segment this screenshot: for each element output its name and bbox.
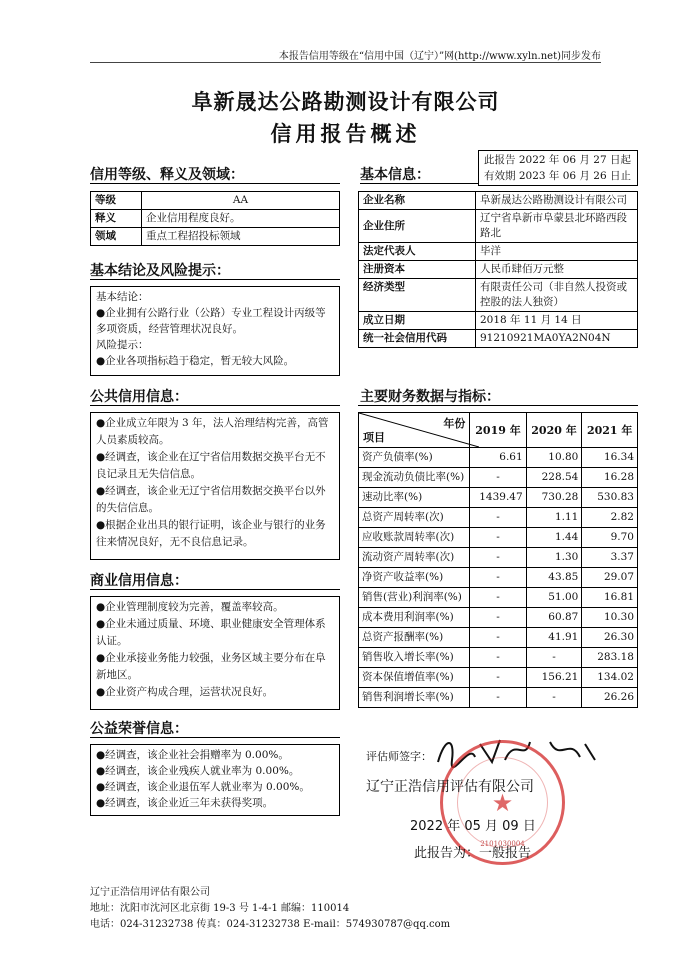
commercial-credit-item: ●企业资产构成合理，运营状况良好。: [96, 686, 274, 698]
honors-item: ●经调查，该企业退伍军人就业率为 0.00%。: [96, 781, 310, 793]
financial-value: 41.91: [526, 628, 582, 648]
validity-box: [478, 150, 638, 186]
info-value: 毕洋: [476, 243, 638, 261]
financial-row: [359, 488, 638, 508]
footer-company: 辽宁正浩信用评估有限公司: [90, 887, 210, 898]
seal-star-icon: ★: [491, 789, 514, 817]
financial-metric-name: 资产负债率(%): [359, 448, 470, 468]
info-row: [359, 261, 638, 279]
financial-value: -: [470, 528, 526, 548]
info-row: [359, 312, 638, 330]
info-value: 辽宁省阜新市阜蒙县北环路西段路北: [476, 210, 638, 243]
commercial-credit-box: [90, 596, 340, 710]
report-type: 此报告为：一般报告: [414, 846, 532, 861]
financial-row: [359, 628, 638, 648]
publication-note: 本报告信用等级在“信用中国（辽宁）”网(http://www.xyln.net)同步发布: [278, 51, 601, 62]
info-value: 有限责任公司（非自然人投资或控股的法人独资）: [476, 279, 638, 312]
financial-row: [359, 648, 638, 668]
financial-value: -: [470, 648, 526, 668]
info-row: [359, 192, 638, 210]
conclusion-box: [90, 286, 340, 376]
financial-value: 283.18: [582, 648, 638, 668]
public-credit-underline: [90, 405, 340, 406]
financial-value: 26.30: [582, 628, 638, 648]
financial-row: [359, 688, 638, 708]
financial-table: [358, 412, 638, 708]
basic-info-title: 基本信息：: [360, 167, 430, 183]
financial-value: 1.30: [526, 548, 582, 568]
header-item-label: 项目: [363, 431, 385, 444]
financial-value: 51.00: [526, 588, 582, 608]
financial-value: -: [470, 568, 526, 588]
public-credit-item: ●经调查，该企业无辽宁省信用数据交换平台以外的失信信息。: [96, 485, 326, 514]
info-value: 2018 年 11 月 14 日: [476, 312, 638, 330]
validity-start: 此报告 2022 年 06 月 27 日起: [484, 154, 631, 166]
financial-metric-name: 总资产报酬率(%): [359, 628, 470, 648]
footer-address: 地址：沈阳市沈河区北京街 19-3 号 1-4-1 邮编：110014: [90, 903, 350, 914]
financial-underline: [358, 405, 638, 406]
company-title: 阜新晟达公路勘测设计有限公司: [191, 90, 500, 114]
financial-row: [359, 668, 638, 688]
assessor-signature-label: 评估师签字：: [366, 750, 432, 763]
financial-metric-name: 销售利润增长率(%): [359, 688, 470, 708]
seal-code: 2101030004: [480, 840, 525, 848]
financial-value: 6.61: [470, 448, 526, 468]
public-credit-item: ●经调查，该企业在辽宁省信用数据交换平台无不良记录且无失信信息。: [96, 451, 326, 480]
financial-value: 16.34: [582, 448, 638, 468]
info-value: 阜新晟达公路勘测设计有限公司: [476, 192, 638, 210]
year-header: 2021 年: [582, 413, 638, 448]
financial-metric-name: 资本保值增值率(%): [359, 668, 470, 688]
year-header: 2020 年: [526, 413, 582, 448]
honors-item: ●经调查，该企业社会捐赠率为 0.00%。: [96, 749, 289, 761]
year-header: 2019 年: [470, 413, 526, 448]
footer-contact: 电话：024-31232738 传真：024-31232738 E-mail：574930787@qq.com: [90, 919, 451, 930]
basic-info-underline: [360, 183, 478, 184]
financial-title: 主要财务数据与指标：: [360, 389, 500, 405]
risk-label: 风险提示：: [96, 339, 149, 351]
footer: [90, 885, 450, 933]
financial-value: -: [526, 688, 582, 708]
honors-item: ●经调查，该企业残疾人就业率为 0.00%。: [96, 765, 300, 777]
rating-row: [91, 210, 340, 228]
info-key: 成立日期: [359, 312, 476, 330]
financial-value: 730.28: [526, 488, 582, 508]
info-key: 企业名称: [359, 192, 476, 210]
financial-value: 10.80: [526, 448, 582, 468]
financial-row: [359, 568, 638, 588]
financial-header-row: [359, 413, 638, 448]
financial-value: 26.26: [582, 688, 638, 708]
info-row: [359, 279, 638, 312]
rating-value: AA: [142, 192, 340, 210]
public-credit-box: [90, 412, 340, 560]
rating-row: [91, 192, 340, 210]
year-item-header: [359, 413, 470, 448]
financial-value: 228.54: [526, 468, 582, 488]
commercial-credit-underline: [90, 589, 340, 590]
financial-metric-name: 销售(营业)利润率(%): [359, 588, 470, 608]
financial-row: [359, 588, 638, 608]
conclusion-label: 基本结论：: [96, 291, 149, 303]
rating-section-title: 信用等级、释义及领域：: [90, 167, 244, 183]
financial-row: [359, 468, 638, 488]
commercial-credit-title: 商业信用信息：: [90, 573, 188, 589]
financial-metric-name: 销售收入增长率(%): [359, 648, 470, 668]
financial-value: -: [526, 648, 582, 668]
financial-value: 10.30: [582, 608, 638, 628]
financial-value: -: [470, 468, 526, 488]
financial-value: -: [470, 668, 526, 688]
header-divider: [90, 62, 601, 63]
financial-value: 1439.47: [470, 488, 526, 508]
financial-value: -: [470, 688, 526, 708]
financial-value: 1.11: [526, 508, 582, 528]
public-credit-title: 公共信用信息：: [90, 389, 188, 405]
financial-value: 43.85: [526, 568, 582, 588]
financial-value: 2.82: [582, 508, 638, 528]
financial-value: 134.02: [582, 668, 638, 688]
commercial-credit-item: ●企业未通过质量、环境、职业健康安全管理体系认证。: [96, 618, 326, 647]
info-key: 法定代表人: [359, 243, 476, 261]
financial-metric-name: 流动资产周转率(次): [359, 548, 470, 568]
conclusion-item: ●企业拥有公路行业（公路）专业工程设计丙级等多项资质，经营管理状况良好。: [96, 307, 326, 335]
financial-row: [359, 548, 638, 568]
rating-key: 释义: [91, 210, 142, 228]
rating-agency-name: 辽宁正浩信用评估有限公司: [366, 779, 534, 795]
honors-title: 公益荣誉信息：: [90, 721, 188, 737]
risk-item: ●企业各项指标趋于稳定，暂无较大风险。: [96, 355, 295, 367]
financial-value: 16.81: [582, 588, 638, 608]
financial-value: 60.87: [526, 608, 582, 628]
rating-table: [90, 191, 340, 246]
commercial-credit-item: ●企业管理制度较为完善，覆盖率较高。: [96, 601, 284, 613]
financial-value: -: [470, 548, 526, 568]
info-value: 人民币肆佰万元整: [476, 261, 638, 279]
info-row: [359, 243, 638, 261]
financial-row: [359, 528, 638, 548]
rating-row: [91, 228, 340, 246]
financial-metric-name: 现金流动负债比率(%): [359, 468, 470, 488]
financial-value: 1.44: [526, 528, 582, 548]
financial-row: [359, 608, 638, 628]
financial-value: 16.28: [582, 468, 638, 488]
financial-value: -: [470, 608, 526, 628]
financial-value: 29.07: [582, 568, 638, 588]
financial-value: 9.70: [582, 528, 638, 548]
report-title: 信用报告概述: [270, 122, 421, 146]
rating-value: 重点工程招投标领域: [142, 228, 340, 246]
financial-value: -: [470, 508, 526, 528]
info-key: 注册资本: [359, 261, 476, 279]
honors-box: [90, 744, 340, 816]
public-credit-item: ●根据企业出具的银行证明，该企业与银行的业务往来情况良好，无不良信息记录。: [96, 519, 326, 548]
financial-metric-name: 速动比率(%): [359, 488, 470, 508]
financial-value: 530.83: [582, 488, 638, 508]
financial-metric-name: 净资产收益率(%): [359, 568, 470, 588]
info-key: 经济类型: [359, 279, 476, 312]
rating-key: 等级: [91, 192, 142, 210]
info-key: 统一社会信用代码: [359, 330, 476, 348]
rating-key: 领域: [91, 228, 142, 246]
info-key: 企业住所: [359, 210, 476, 243]
info-row: [359, 330, 638, 348]
basic-info-table: [358, 191, 638, 348]
conclusion-underline: [90, 279, 340, 280]
financial-value: 3.37: [582, 548, 638, 568]
financial-value: -: [470, 588, 526, 608]
info-value: 91210921MA0YA2N04N: [476, 330, 638, 348]
conclusion-title: 基本结论及风险提示：: [90, 263, 230, 279]
rating-underline: [90, 183, 340, 184]
financial-row: [359, 448, 638, 468]
header-year-label: 年份: [443, 417, 466, 430]
financial-metric-name: 总资产周转率(次): [359, 508, 470, 528]
info-row: [359, 210, 638, 243]
financial-row: [359, 508, 638, 528]
financial-metric-name: 成本费用利润率(%): [359, 608, 470, 628]
rating-value: 企业信用程度良好。: [142, 210, 340, 228]
public-credit-item: ●企业成立年限为 3 年，法人治理结构完善，高管人员素质较高。: [96, 417, 329, 446]
honors-underline: [90, 737, 340, 738]
financial-value: 156.21: [526, 668, 582, 688]
financial-value: -: [470, 628, 526, 648]
signature-date: 2022 年 05 月 09 日: [410, 819, 536, 834]
financial-metric-name: 应收账款周转率(次): [359, 528, 470, 548]
commercial-credit-item: ●企业承接业务能力较强，业务区域主要分布在阜新地区。: [96, 652, 326, 681]
validity-end: 有效期 2023 年 06 月 26 日止: [484, 170, 631, 182]
honors-item: ●经调查，该企业近三年未获得奖项。: [96, 797, 274, 809]
